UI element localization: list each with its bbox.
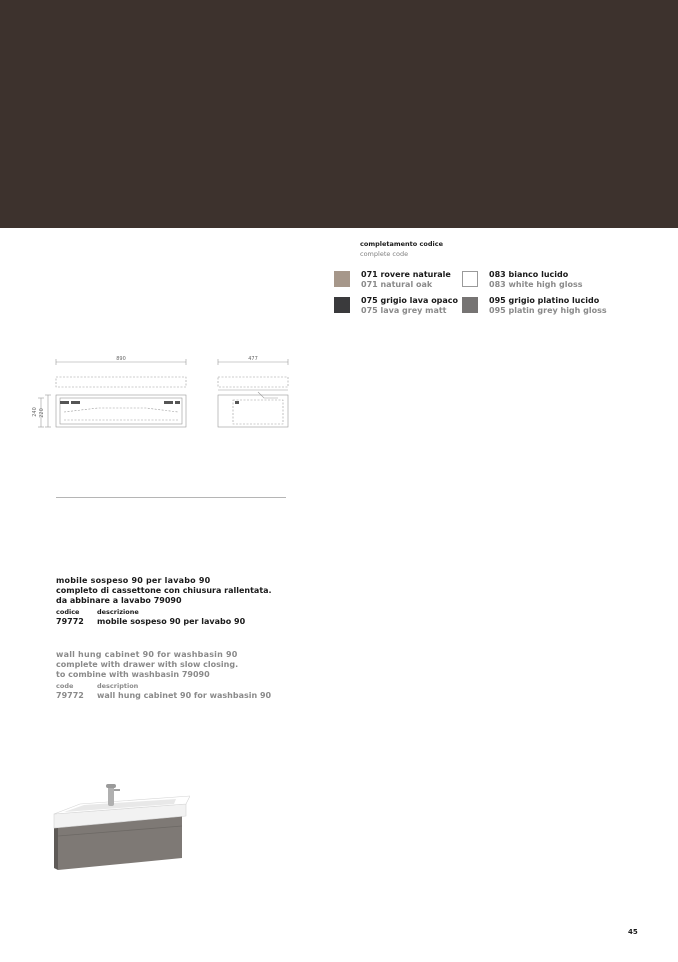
product-line1-en: complete with drawer with slow closing. (56, 660, 239, 669)
product-line2-it: da abbinare a lavabo 79090 (56, 596, 182, 605)
finish-swatch-lava-grey (334, 297, 350, 313)
description-italian (56, 576, 296, 627)
product-code-it: 79772 (56, 617, 84, 626)
description-english (56, 650, 296, 701)
product-image (50, 780, 190, 875)
code-table-header-it (56, 608, 296, 617)
code-table-header-en (56, 682, 296, 691)
finish-item-095 (462, 296, 607, 316)
height-inner-label: 220 (39, 408, 45, 418)
finish-label-en: 083 white high gloss (489, 280, 583, 289)
finish-label-it: 083 bianco lucido (489, 270, 569, 279)
product-title-it: mobile sospeso 90 per lavabo 90 (56, 576, 211, 585)
product-description-en: wall hung cabinet 90 for washbasin 90 (97, 691, 272, 700)
col-code-label-it: codice (56, 608, 80, 616)
finish-item-075 (334, 296, 458, 316)
finishes-heading-it: completamento codice (360, 240, 443, 248)
code-table-row-it (56, 617, 296, 627)
depth-dimension-label: 477 (248, 356, 258, 362)
product-description-it: mobile sospeso 90 per lavabo 90 (97, 617, 246, 626)
technical-drawing (28, 350, 298, 435)
finish-label-en: 071 natural oak (361, 280, 433, 289)
section-divider (56, 497, 286, 498)
finish-item-083 (462, 270, 582, 290)
finishes-heading-en: complete code (360, 250, 409, 258)
col-desc-label-en: description (97, 682, 139, 690)
finish-label-it: 071 rovere naturale (361, 270, 451, 279)
col-desc-label-it: descrizione (97, 608, 139, 616)
code-table-row-en (56, 691, 296, 701)
product-title-en: wall hung cabinet 90 for washbasin 90 (56, 650, 238, 659)
finish-label (361, 270, 451, 290)
product-code-en: 79772 (56, 691, 84, 700)
finishes-heading (360, 239, 443, 259)
finish-swatch-oak (334, 271, 350, 287)
finish-label-en: 075 lava grey matt (361, 306, 447, 315)
height-outer-label: 240 (32, 407, 38, 417)
finish-label-en: 095 platin grey high gloss (489, 306, 607, 315)
finish-label (361, 296, 458, 316)
finish-label (489, 296, 607, 316)
finish-swatch-white (462, 271, 478, 287)
product-line1-it: completo di cassettone con chiusura rallentata. (56, 586, 272, 595)
finish-label (489, 270, 582, 290)
product-line2-en: to combine with washbasin 79090 (56, 670, 210, 679)
finish-swatch-platin-grey (462, 297, 478, 313)
finish-label-it: 075 grigio lava opaco (361, 296, 459, 305)
finish-item-071 (334, 270, 451, 290)
finish-label-it: 095 grigio platino lucido (489, 296, 600, 305)
page-number: 45 (628, 928, 638, 936)
col-code-label-en: code (56, 682, 74, 690)
width-dimension-label: 890 (116, 356, 126, 362)
hero-photo-area (0, 0, 678, 228)
